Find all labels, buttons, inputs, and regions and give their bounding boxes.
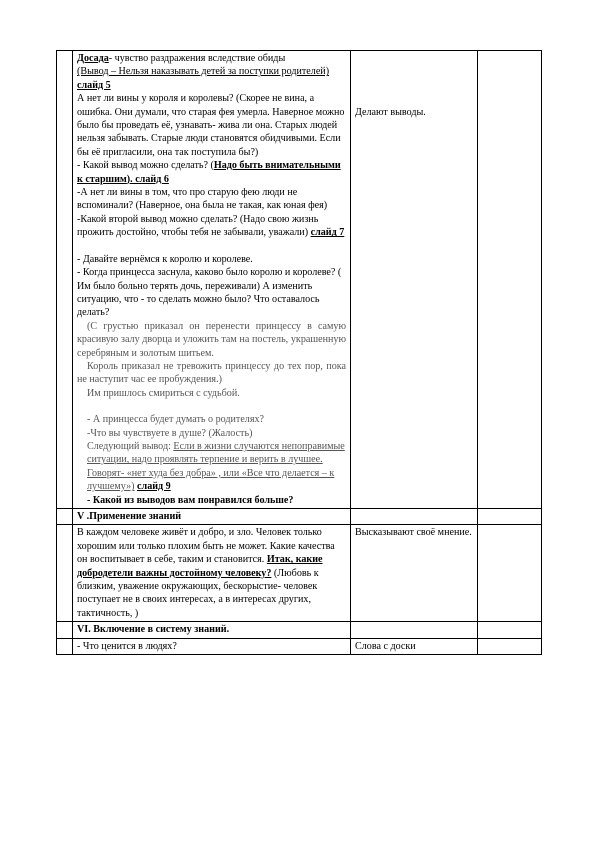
- table-cell: [478, 509, 542, 525]
- teacher-activity-cell: [73, 525, 351, 622]
- table-cell: [478, 51, 542, 509]
- student-activity-cell: Высказывают своё мнение.: [351, 525, 478, 622]
- table-row: [57, 638, 542, 654]
- text-line: Досада- чувство раздражения вследствие обиды: [77, 53, 286, 64]
- table-cell: [57, 509, 73, 525]
- quote-paragraph: Им пришлось смириться с судьбой.: [87, 387, 240, 399]
- text-paragraph: - А принцесса будет думать о родителях?: [87, 414, 265, 426]
- student-activity-cell: Делают выводы.: [351, 51, 478, 509]
- text-paragraph: - Какой вывод можно сделать? (Надо быть внимательными к старшим). слайд 6: [77, 160, 341, 185]
- section-heading: VI. Включение в систему знаний.: [73, 622, 351, 638]
- text-paragraph: - Давайте вернёмся к королю и королеве.: [77, 253, 253, 265]
- table-cell: [351, 509, 478, 525]
- teacher-activity-cell: [73, 51, 351, 509]
- student-activity-cell: Слова с доски: [351, 638, 478, 654]
- table-cell: [57, 622, 73, 638]
- table-cell: [57, 638, 73, 654]
- table-cell: [57, 525, 73, 622]
- text-line: (Вывод – Нельзя наказывать детей за поступки родителей) слайд 5: [77, 66, 330, 91]
- table-cell: [351, 622, 478, 638]
- text-paragraph: В каждом человеке живёт и добро, и зло. Человек только хорошим или только плохим быть не может. Какие качества он воспитывает в себе, таким и становится. Итак, какие добродетели важны достойному человеку? (Любовь к близким, уважение окружающих, бескорыстие- человек поступает не в своих интересах, а в интересах других, тактичность, ): [77, 527, 335, 619]
- table-row: [57, 525, 542, 622]
- table-cell: [478, 638, 542, 654]
- table-cell: [57, 51, 73, 509]
- teacher-activity-cell: - Что ценится в людях?: [73, 638, 351, 654]
- text-paragraph: -А нет ли вины в том, что про старую фею люди не вспоминали? (Наверное, она была не такая, как юная фея): [77, 187, 328, 212]
- section-heading: V .Применение знаний: [73, 509, 351, 525]
- text-paragraph: -Какой второй вывод можно сделать? (Надо свою жизнь прожить достойно, чтобы тебя не забывали, уважали) слайд 7: [77, 213, 345, 239]
- table-row: [57, 51, 542, 509]
- text-paragraph: -Что вы чувствуете в душе? (Жалость): [87, 427, 253, 439]
- text-paragraph: А нет ли вины у короля и королевы? (Скорее не вина, а ошибка. Они думали, что старая фея умерла. Наверное можно было бы проведать её, узнавать- жива ли она. Старых людей нельзя забывать. Старые люди становятся обидчивыми. Если бы её пригласили, она так поступила бы?): [77, 93, 345, 158]
- section-row: [57, 509, 542, 525]
- text-paragraph: - Какой из выводов вам понравился больше?: [87, 494, 294, 506]
- lesson-plan-table: [56, 50, 542, 655]
- table-cell: [478, 622, 542, 638]
- text-paragraph: - Когда принцесса заснула, каково было королю и королеве? ( Им было больно терять дочь, переживали) А изменить ситуацию, что - то сделать можно было? Что оставалось делать?: [77, 267, 342, 319]
- section-row: [57, 622, 542, 638]
- table-cell: [478, 525, 542, 622]
- text-paragraph: Следующий вывод: Если в жизни случаются непоправимые ситуации, надо проявлять терпение и верить в лучшее. Говорят- «нет худа без добра» , или «Все что делается – к лучшему») слайд 9: [87, 440, 345, 493]
- quote-paragraph: Король приказал не тревожить принцессу до тех пор, пока не наступит час ее пробуждения.): [77, 360, 346, 386]
- quote-paragraph: (С грустью приказал он перенести принцессу в самую красивую залу дворца и уложить там на постель, украшенную серебряным и золотым шитьем.: [77, 320, 346, 359]
